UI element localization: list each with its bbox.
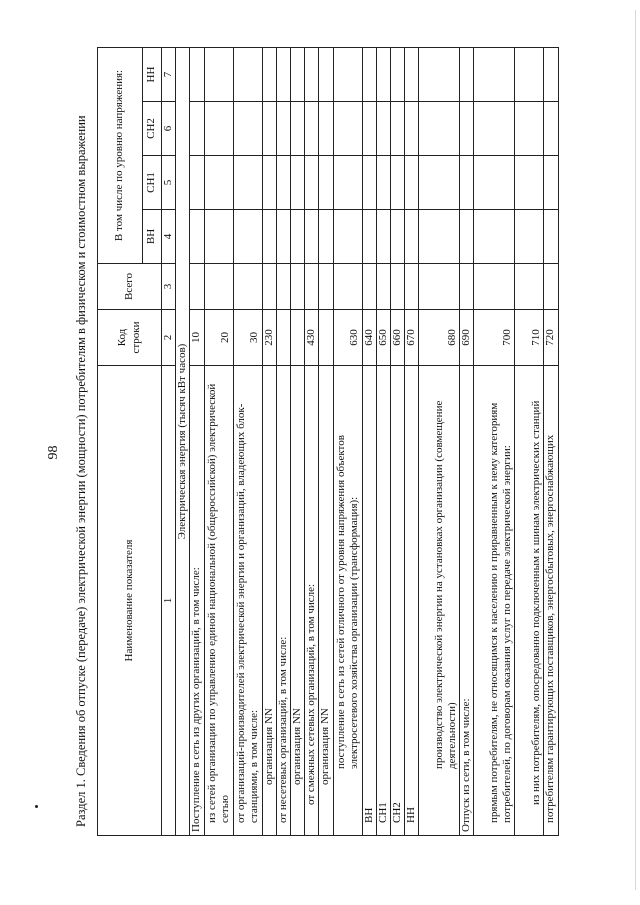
value-cell	[515, 210, 544, 264]
row-code: 630	[333, 310, 362, 366]
column-number: 2	[162, 310, 176, 366]
value-cell	[376, 156, 390, 210]
header-levels-group: В том числе по уровню напряжения:	[98, 47, 143, 263]
value-cell	[544, 156, 558, 210]
header-level-vn: ВН	[143, 210, 162, 264]
value-cell	[460, 156, 474, 210]
row-code: 720	[544, 310, 558, 366]
table-row	[460, 47, 474, 835]
value-cell	[362, 210, 376, 264]
value-cell	[204, 156, 233, 210]
row-code: 700	[474, 310, 515, 366]
value-cell	[362, 102, 376, 156]
value-cell	[290, 264, 304, 310]
row-code: 230	[262, 310, 276, 366]
value-cell	[262, 47, 276, 101]
row-code: 660	[390, 310, 404, 366]
value-cell	[474, 156, 515, 210]
row-name: СН2	[390, 366, 404, 836]
value-cell	[319, 47, 333, 101]
row-name: организация NN	[319, 366, 333, 836]
value-cell	[390, 264, 404, 310]
row-code: 10	[190, 310, 204, 366]
value-cell	[262, 156, 276, 210]
row-code: 30	[233, 310, 262, 366]
row-code	[276, 310, 290, 366]
value-cell	[290, 47, 304, 101]
header-level-sn2: СН2	[143, 102, 162, 156]
value-cell	[405, 156, 419, 210]
row-name: Поступление в сеть из других организаций, в том числе:	[190, 366, 204, 836]
value-cell	[290, 102, 304, 156]
value-cell	[276, 210, 290, 264]
row-code: 680	[419, 310, 460, 366]
value-cell	[460, 264, 474, 310]
table-row	[190, 47, 204, 835]
value-cell	[544, 47, 558, 101]
column-number: 6	[162, 102, 176, 156]
value-cell	[544, 102, 558, 156]
value-cell	[376, 47, 390, 101]
row-name: от смежных сетевых организаций, в том числе:	[305, 366, 319, 836]
table-row	[515, 47, 544, 835]
header-total: Всего	[98, 264, 162, 310]
value-cell	[276, 102, 290, 156]
value-cell	[290, 210, 304, 264]
value-cell	[376, 264, 390, 310]
value-cell	[190, 210, 204, 264]
value-cell	[390, 156, 404, 210]
value-cell	[276, 156, 290, 210]
value-cell	[319, 210, 333, 264]
header-name: Наименование показателя	[98, 366, 162, 836]
value-cell	[544, 210, 558, 264]
row-code: 690	[460, 310, 474, 366]
value-cell	[190, 264, 204, 310]
value-cell	[204, 47, 233, 101]
value-cell	[419, 47, 460, 101]
row-code: 640	[362, 310, 376, 366]
value-cell	[319, 156, 333, 210]
value-cell	[290, 156, 304, 210]
column-number: 3	[162, 264, 176, 310]
row-code: 430	[305, 310, 319, 366]
row-code: 670	[405, 310, 419, 366]
value-cell	[305, 264, 319, 310]
value-cell	[319, 264, 333, 310]
row-name: от организаций-производителей электрической энергии и организаций, владеющих блок-станциями, в том числе:	[233, 366, 262, 836]
value-cell	[390, 210, 404, 264]
value-cell	[390, 102, 404, 156]
header-code: Код строки	[98, 310, 162, 366]
value-cell	[362, 47, 376, 101]
table-row	[276, 47, 290, 835]
value-cell	[419, 156, 460, 210]
value-cell	[233, 156, 262, 210]
column-number: 1	[162, 366, 176, 836]
value-cell	[362, 156, 376, 210]
value-cell	[305, 156, 319, 210]
value-cell	[544, 264, 558, 310]
value-cell	[376, 210, 390, 264]
value-cell	[262, 264, 276, 310]
value-cell	[305, 210, 319, 264]
column-number: 7	[162, 47, 176, 101]
value-cell	[233, 210, 262, 264]
value-cell	[515, 102, 544, 156]
value-cell	[390, 47, 404, 101]
row-name: поступление в сеть из сетей отличного от уровня напряжения объектов электросетевого хозяйства организации (трансформация):	[333, 366, 362, 836]
value-cell	[405, 102, 419, 156]
table-row	[262, 47, 276, 835]
value-cell	[419, 264, 460, 310]
value-cell	[305, 102, 319, 156]
column-number: 4	[162, 210, 176, 264]
value-cell	[419, 102, 460, 156]
row-name: из сетей организации по управлению единой национальной (общероссийской) электрической сетью	[204, 366, 233, 836]
value-cell	[204, 102, 233, 156]
row-code	[319, 310, 333, 366]
section-title: Раздел 1. Сведения об отпуске (передаче) электрической энергии (мощности) потребителям в физическом и стоимостном выражении	[74, 115, 88, 827]
row-code: 650	[376, 310, 390, 366]
table-row	[319, 47, 333, 835]
value-cell	[376, 102, 390, 156]
row-name: из них потребителям, опосредованно подключенным к шинам электрических станций	[515, 366, 544, 836]
value-cell	[190, 102, 204, 156]
row-code	[290, 310, 304, 366]
header-level-sn1: СН1	[143, 156, 162, 210]
section-row	[176, 47, 190, 835]
value-cell	[262, 102, 276, 156]
value-cell	[515, 47, 544, 101]
table-row	[376, 47, 390, 835]
value-cell	[233, 47, 262, 101]
value-cell	[204, 264, 233, 310]
value-cell	[262, 210, 276, 264]
value-cell	[190, 156, 204, 210]
report-table	[97, 47, 559, 836]
column-number-row	[162, 47, 176, 835]
row-name: потребителям гарантирующих поставщиков, энергосбытовых, энергоснабжающих	[544, 366, 558, 836]
value-cell	[305, 47, 319, 101]
value-cell	[333, 210, 362, 264]
value-cell	[460, 210, 474, 264]
value-cell	[319, 102, 333, 156]
table-row	[544, 47, 558, 835]
table-row	[305, 47, 319, 835]
value-cell	[474, 210, 515, 264]
table-row	[233, 47, 262, 835]
row-name: ВН	[362, 366, 376, 836]
value-cell	[233, 102, 262, 156]
table-row	[390, 47, 404, 835]
row-name: Отпуск из сети, в том числе:	[460, 366, 474, 836]
page-number: 98	[46, 445, 61, 460]
value-cell	[276, 264, 290, 310]
table-row	[362, 47, 376, 835]
row-name: СН1	[376, 366, 390, 836]
section-label: Электрическая энергия (тысяч кВт часов)	[176, 47, 190, 835]
header-row	[98, 47, 143, 835]
value-cell	[405, 47, 419, 101]
value-cell	[333, 47, 362, 101]
row-code: 20	[204, 310, 233, 366]
table-row	[204, 47, 233, 835]
table-row	[290, 47, 304, 835]
row-name: прямым потребителям, не относящимся к населению и приравненным к нему категориям потребителей, по договорам оказания услуг по передаче электрической энергии:	[474, 366, 515, 836]
value-cell	[362, 264, 376, 310]
value-cell	[474, 264, 515, 310]
table-row	[474, 47, 515, 835]
row-name: организация NN	[262, 366, 276, 836]
value-cell	[474, 102, 515, 156]
value-cell	[460, 102, 474, 156]
row-name: от несетевых организаций, в том числе:	[276, 366, 290, 836]
header-level-nn: НН	[143, 47, 162, 101]
value-cell	[460, 47, 474, 101]
value-cell	[333, 156, 362, 210]
column-number: 5	[162, 156, 176, 210]
value-cell	[204, 210, 233, 264]
value-cell	[276, 47, 290, 101]
row-name: НН	[405, 366, 419, 836]
row-name: организация NN	[290, 366, 304, 836]
value-cell	[515, 156, 544, 210]
value-cell	[474, 47, 515, 101]
value-cell	[405, 264, 419, 310]
table-row	[419, 47, 460, 835]
value-cell	[405, 210, 419, 264]
row-name: производство электрической энергии на установках организации (совмещение деятельности)	[419, 366, 460, 836]
table-row	[333, 47, 362, 835]
scan-dot	[35, 805, 38, 808]
value-cell	[419, 210, 460, 264]
value-cell	[333, 264, 362, 310]
value-cell	[515, 264, 544, 310]
value-cell	[190, 47, 204, 101]
scan-edge-line	[635, 10, 636, 890]
value-cell	[233, 264, 262, 310]
table-row	[405, 47, 419, 835]
row-code: 710	[515, 310, 544, 366]
value-cell	[333, 102, 362, 156]
